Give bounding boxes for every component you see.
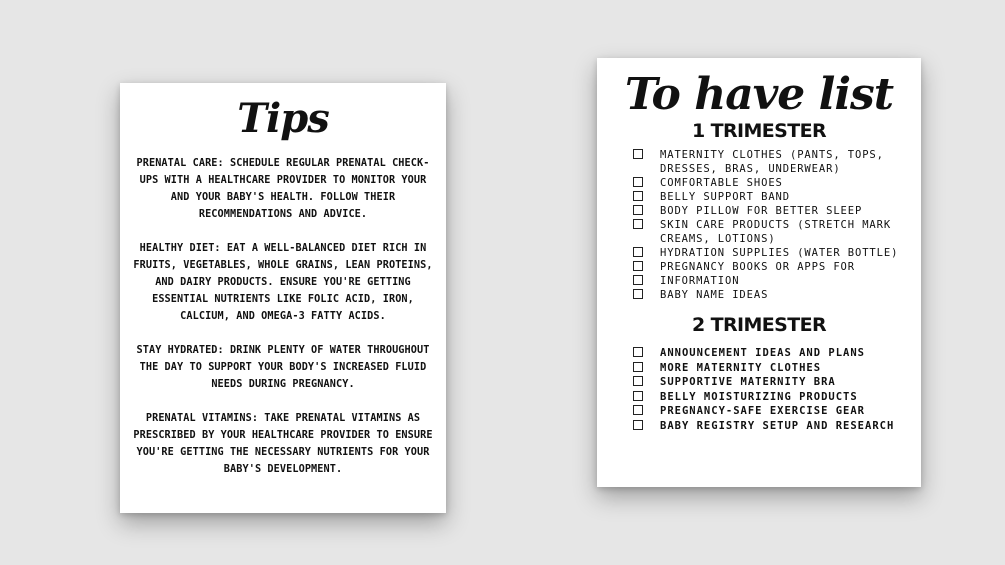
list-item-label: ANNOUNCEMENT IDEAS AND PLANS — [660, 347, 866, 359]
tip-healthy-diet: HEALTHY DIET: EAT A WELL-BALANCED DIET RICH IN FRUITS, VEGETABLES, WHOLE GRAINS, LEAN PROTEINS, AND DAIRY PRODUCTS. ENSURE YOU'RE GETTING ESSENTIAL NUTRIENTS LIKE FOLIC ACID, IRON, CALCIUM, AND OMEGA-3 FATTY ACIDS. — [133, 243, 433, 322]
tips-card — [120, 83, 446, 513]
list-item — [633, 375, 915, 390]
list-item — [633, 404, 915, 419]
list-item-label: BELLY MOISTURIZING PRODUCTS — [660, 390, 858, 403]
checkbox[interactable] — [633, 405, 643, 415]
list-item-label: COMFORTABLE SHOES — [660, 177, 783, 189]
checkbox[interactable] — [633, 149, 643, 159]
list-item — [633, 288, 915, 302]
to-have-list-card — [597, 58, 921, 487]
checkbox[interactable] — [633, 247, 643, 257]
checklist-trimester-1 — [597, 148, 921, 302]
checkbox[interactable] — [633, 347, 643, 357]
list-item — [633, 274, 915, 288]
list-item-label: SKIN CARE PRODUCTS (STRETCH MARK CREAMS, LOTIONS) — [660, 219, 892, 245]
list-item — [633, 419, 915, 434]
list-item-label: MORE MATERNITY CLOTHES — [660, 361, 822, 374]
list-item-label: BABY REGISTRY SETUP AND RESEARCH — [660, 419, 895, 432]
checkbox[interactable] — [633, 261, 643, 271]
tip-prenatal-care: PRENATAL CARE: SCHEDULE REGULAR PRENATAL CHECK-UPS WITH A HEALTHCARE PROVIDER TO MONITOR YOUR AND YOUR BABY'S HEALTH. FOLLOW THEIR RECOMMENDATIONS AND ADVICE. — [136, 158, 430, 220]
checkbox[interactable] — [633, 275, 643, 285]
list-item-label: SUPPORTIVE MATERNITY BRA — [660, 376, 836, 389]
checkbox[interactable] — [633, 362, 643, 372]
list-item — [633, 204, 915, 218]
list-item — [633, 176, 915, 190]
list-item-label: BODY PILLOW FOR BETTER SLEEP — [660, 205, 863, 217]
list-item-label: BABY NAME IDEAS — [660, 289, 769, 301]
tips-title: Tips — [237, 95, 329, 142]
checkbox[interactable] — [633, 289, 643, 299]
list-item — [633, 246, 915, 260]
checkbox[interactable] — [633, 191, 643, 201]
list-item — [633, 390, 915, 405]
checkbox[interactable] — [633, 420, 643, 430]
section-heading-trimester-1: 1 TRIMESTER — [691, 120, 827, 142]
list-item — [633, 148, 915, 176]
list-item — [633, 218, 915, 246]
list-title: To have list — [624, 69, 894, 120]
tip-prenatal-vitamins: PRENATAL VITAMINS: TAKE PRENATAL VITAMINS AS PRESCRIBED BY YOUR HEALTHCARE PROVIDER TO ENSURE YOU'RE GETTING THE NECESSARY NUTRIENTS FOR YOUR BABY'S DEVELOPMENT. — [133, 413, 433, 475]
list-item — [633, 260, 915, 274]
list-item-label: MATERNITY CLOTHES (PANTS, TOPS, DRESSES, BRAS, UNDERWEAR) — [660, 149, 884, 175]
tips-body — [120, 155, 446, 478]
list-item-label: HYDRATION SUPPLIES (WATER BOTTLE) — [660, 247, 899, 259]
list-item-label: PREGNANCY-SAFE EXERCISE GEAR — [660, 405, 866, 418]
list-item-label: BELLY SUPPORT BAND — [660, 191, 790, 203]
list-item — [633, 361, 915, 376]
checkbox[interactable] — [633, 177, 643, 187]
list-item-label: INFORMATION — [660, 275, 740, 287]
checkbox[interactable] — [633, 219, 643, 229]
checkbox[interactable] — [633, 376, 643, 386]
checkbox[interactable] — [633, 205, 643, 215]
checklist-trimester-2 — [597, 346, 921, 434]
list-item — [633, 190, 915, 204]
list-item — [633, 346, 915, 361]
section-heading-trimester-2: 2 TRIMESTER — [691, 314, 827, 336]
tip-stay-hydrated: STAY HYDRATED: DRINK PLENTY OF WATER THROUGHOUT THE DAY TO SUPPORT YOUR BODY'S INCREASED FLUID NEEDS DURING PREGNANCY. — [136, 345, 430, 390]
list-item-label: PREGNANCY BOOKS OR APPS FOR — [660, 261, 855, 273]
checkbox[interactable] — [633, 391, 643, 401]
